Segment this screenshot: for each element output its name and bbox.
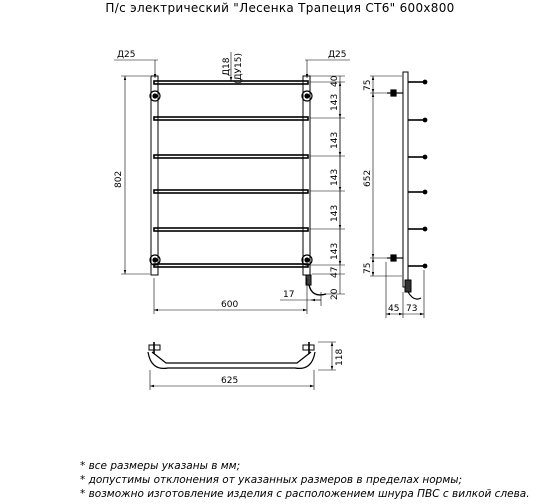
pitch-bottom-label: 47 <box>330 266 340 278</box>
rung-5 <box>154 228 308 231</box>
notes-list <box>80 459 530 501</box>
side-rail-depth-label: 73 <box>406 304 418 314</box>
note-units: * все размеры указаны в мм; <box>80 460 241 472</box>
heating-element <box>306 275 326 295</box>
pitch-label-4: 143 <box>330 204 340 222</box>
rung-3 <box>154 155 308 158</box>
top-view <box>148 342 336 390</box>
rungs <box>154 81 308 267</box>
top-width-label: 625 <box>221 376 239 386</box>
side-offset-bottom-label: 75 <box>363 262 373 274</box>
top-depth-label: 118 <box>335 348 345 366</box>
height-label: 802 <box>114 170 124 188</box>
pitch-label-5: 143 <box>330 242 340 260</box>
top-rail-outer <box>148 352 315 368</box>
side-view <box>370 72 427 318</box>
rung-2 <box>154 117 308 120</box>
bottom-gap-label: 20 <box>330 288 340 300</box>
side-offset-top-label: 75 <box>363 79 373 91</box>
left-post <box>151 76 158 275</box>
rung-4 <box>154 190 308 193</box>
right-post <box>303 76 310 275</box>
side-axis-distance-label: 652 <box>363 169 373 187</box>
dia-left-label: Д25 <box>117 50 136 60</box>
side-heater <box>405 280 411 292</box>
dia-center-label: Д18 <box>222 57 232 76</box>
pitch-top-label: 40 <box>330 75 340 87</box>
dia-right-label: Д25 <box>328 50 347 60</box>
front-view <box>114 52 350 314</box>
side-rungs <box>408 80 427 267</box>
note-cable-left: * возможно изготовление изделия с расположением шнура ПВС с вилкой слева. <box>80 488 530 500</box>
rung-6 <box>154 264 308 267</box>
top-rail-inner <box>152 352 311 363</box>
note-tolerance: * допустимы отклонения от указанных размеров в пределах нормы; <box>80 474 463 486</box>
dia-center-sub-label: (ДУ15) <box>234 53 244 84</box>
pitch-label-1: 143 <box>330 93 340 111</box>
rung-1 <box>154 81 308 84</box>
pitch-label-3: 143 <box>330 168 340 186</box>
width-label: 600 <box>221 300 239 310</box>
side-wall-mounts <box>387 90 403 261</box>
side-post <box>403 72 408 287</box>
pitch-label-2: 143 <box>330 131 340 149</box>
cable-offset-label: 17 <box>283 290 295 300</box>
side-wall-depth-label: 45 <box>388 304 400 314</box>
drawing-title: П/с электрический "Лесенка Трапеция СТ6" 600х800 <box>105 1 455 15</box>
